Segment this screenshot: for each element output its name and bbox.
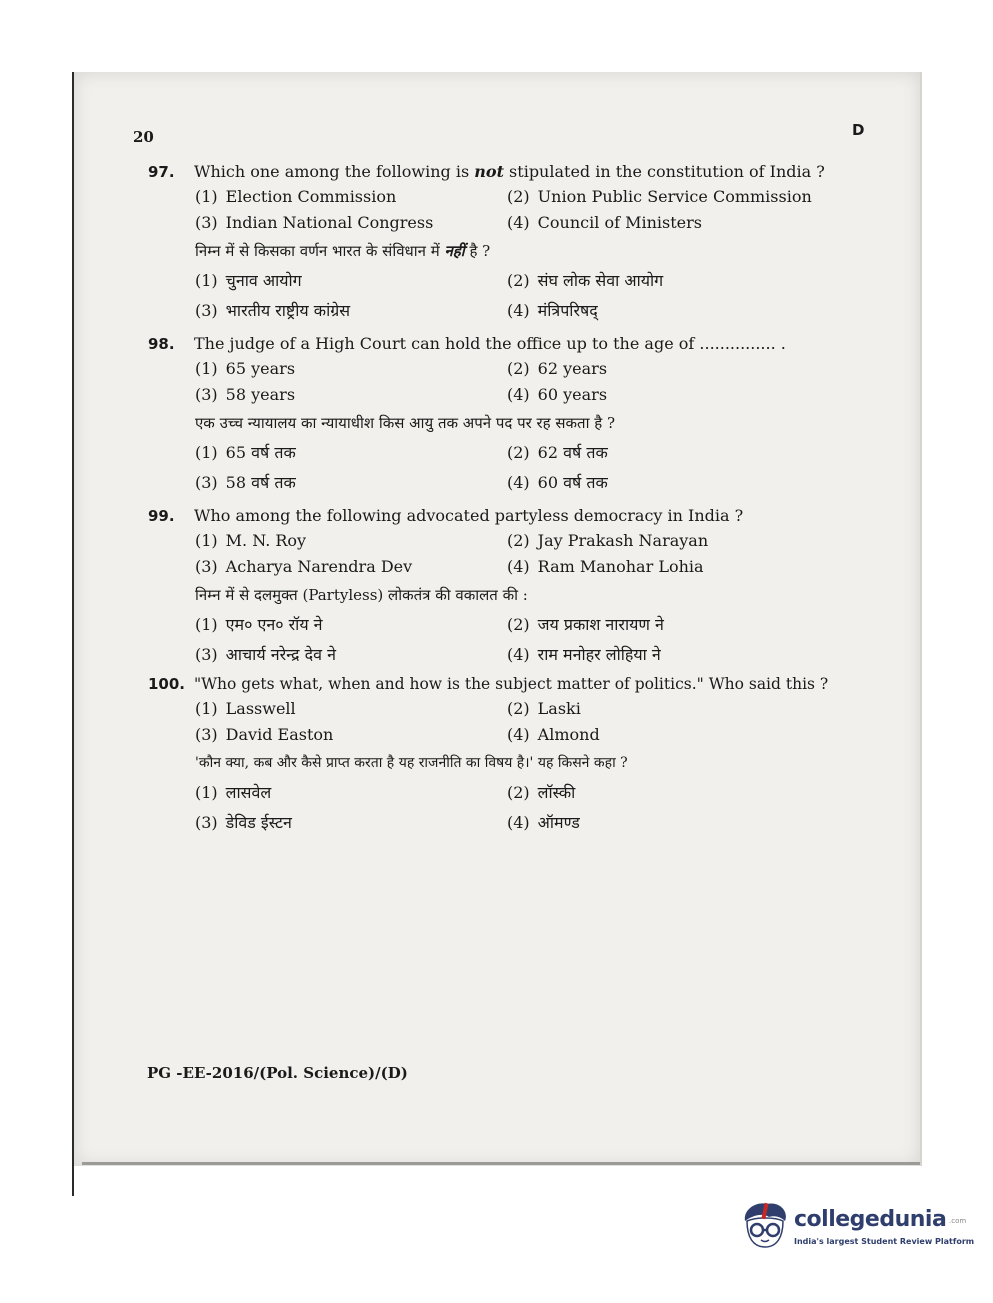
- option: (1) M. N. Roy: [195, 531, 307, 550]
- options-en: [195, 356, 828, 408]
- options-hi: [195, 438, 828, 498]
- question-text-hi: 'कौन क्या, कब और कैसे प्राप्त करता है यह राजनीति का विषय है।' यह किसने कहा ?: [195, 755, 628, 771]
- option: (3) 58 years: [195, 385, 296, 404]
- option: (1) एम० एन० रॉय ने: [195, 615, 323, 634]
- option: (2) जय प्रकाश नारायण ने: [507, 615, 664, 634]
- option: (4) Council of Ministers: [507, 213, 702, 232]
- options-hi: [195, 778, 838, 838]
- option: (4) Ram Manohar Lohia: [507, 557, 704, 576]
- question-number: 97.: [148, 163, 175, 181]
- question-text-en: "Who gets what, when and how is the subject matter of politics." Who said this ?: [194, 675, 829, 693]
- option: (3) डेविड ईस्टन: [195, 813, 292, 832]
- question-text-hi: निम्न में से किसका वर्णन भारत के संविधान में नहीं है ?: [195, 242, 491, 260]
- question-100: [148, 672, 838, 838]
- scan-bottom-edge: [82, 1162, 920, 1165]
- option: (1) 65 वर्ष तक: [195, 443, 296, 462]
- question-text-hi: एक उच्च न्यायालय का न्यायाधीश किस आयु तक अपने पद पर रह सकता है ?: [195, 414, 616, 432]
- page-number: 20: [133, 128, 154, 146]
- option: (2) Laski: [507, 699, 581, 718]
- brand-suffix: .com: [949, 1217, 967, 1225]
- option: (1) Election Commission: [195, 187, 397, 206]
- option: (2) Union Public Service Commission: [507, 187, 812, 206]
- option: (2) 62 years: [507, 359, 608, 378]
- option: (4) मंत्रिपरिषद्: [507, 301, 598, 320]
- question-text-en: Which one among the following is not stipulated in the constitution of India ?: [194, 162, 825, 181]
- option: (1) चुनाव आयोग: [195, 271, 302, 290]
- mascot-icon: [739, 1199, 791, 1257]
- option: (3) भारतीय राष्ट्रीय कांग्रेस: [195, 301, 351, 320]
- collegedunia-logo[interactable]: [739, 1199, 975, 1261]
- option: (3) आचार्य नरेन्द्र देव ने: [195, 645, 337, 664]
- option: (4) ऑमण्ड: [507, 813, 580, 832]
- options-en: [195, 696, 838, 748]
- option: (4) Almond: [507, 725, 600, 744]
- options-en: [195, 184, 828, 236]
- option: (2) Jay Prakash Narayan: [507, 531, 709, 550]
- question-text-en: The judge of a High Court can hold the office up to the age of ............... .: [194, 334, 786, 353]
- option: (3) Acharya Narendra Dev: [195, 557, 413, 576]
- question-text-en: Who among the following advocated partyless democracy in India ?: [194, 506, 744, 525]
- question-97: [148, 160, 828, 326]
- question-number: 100.: [148, 675, 186, 693]
- option: (1) लासवेल: [195, 783, 272, 802]
- option: (2) संघ लोक सेवा आयोग: [507, 271, 664, 290]
- question-text-hi: निम्न में से दलमुक्त (Partyless) लोकतंत्र की वकालत की :: [195, 586, 528, 604]
- question-99: [148, 504, 828, 670]
- option: (4) राम मनोहर लोहिया ने: [507, 645, 661, 664]
- options-hi: [195, 266, 828, 326]
- option: (3) 58 वर्ष तक: [195, 473, 296, 492]
- options-hi: [195, 610, 828, 670]
- option: (3) David Easton: [195, 725, 334, 744]
- question-number: 98.: [148, 335, 175, 353]
- option: (2) 62 वर्ष तक: [507, 443, 608, 462]
- option: (4) 60 वर्ष तक: [507, 473, 608, 492]
- scan-left-edge: [72, 72, 74, 1196]
- question-number: 99.: [148, 507, 175, 525]
- option: (2) लॉस्की: [507, 783, 576, 802]
- question-98: [148, 332, 828, 498]
- option: (3) Indian National Congress: [195, 213, 434, 232]
- brand-name: collegedunia: [794, 1207, 947, 1232]
- option: (4) 60 years: [507, 385, 608, 404]
- brand-tagline: India's largest Student Review Platform: [794, 1237, 975, 1246]
- options-en: [195, 528, 828, 580]
- option: (1) Lasswell: [195, 699, 296, 718]
- series-code: D: [852, 121, 865, 139]
- option: (1) 65 years: [195, 359, 296, 378]
- paper-code-footer: PG -EE-2016/(Pol. Science)/(D): [147, 1064, 408, 1082]
